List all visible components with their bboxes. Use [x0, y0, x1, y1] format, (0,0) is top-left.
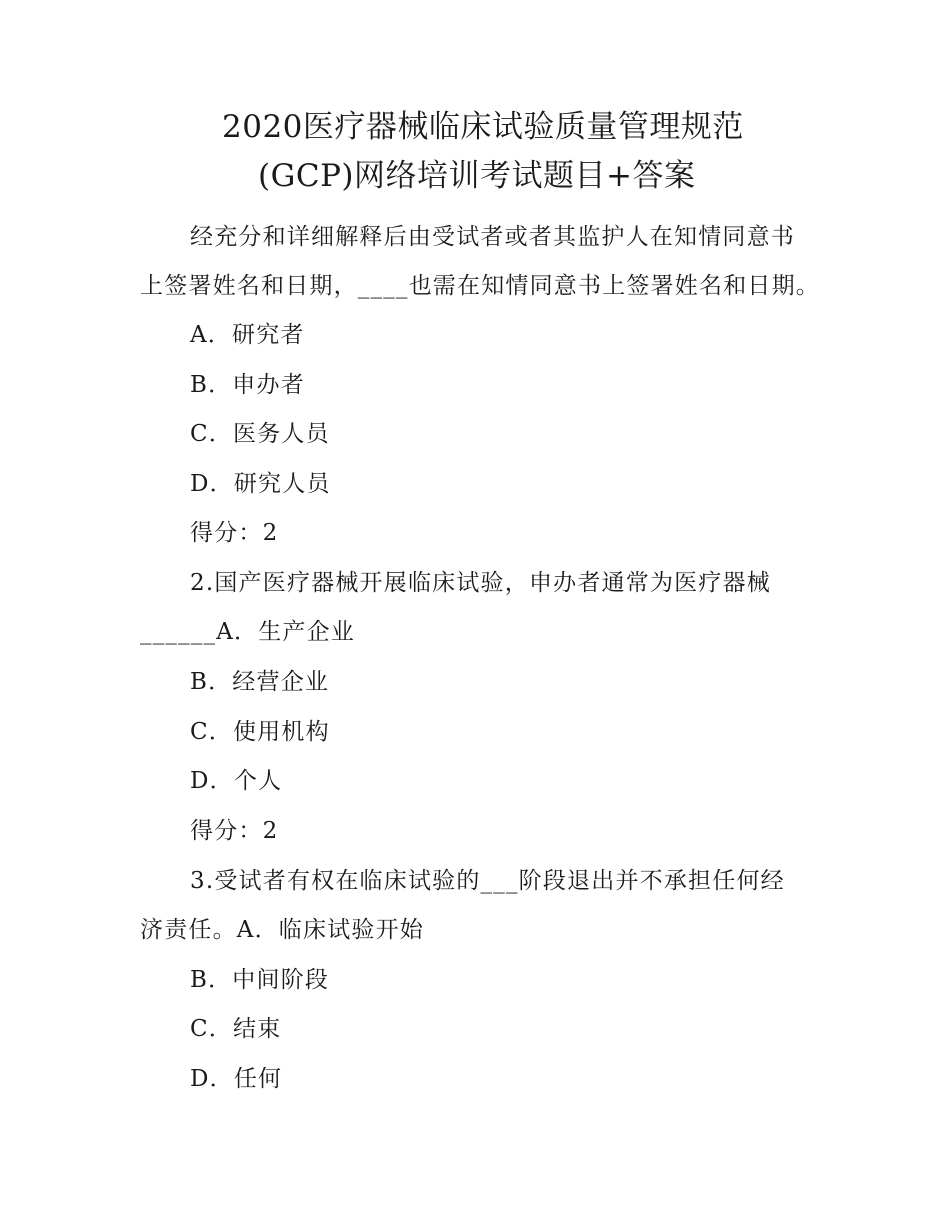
- question-3-stem-line-1: 3.受试者有权在临床试验的___阶段退出并不承担任何经: [190, 868, 785, 894]
- question-3-stem-line-2: 济责任。A．临床试验开始: [140, 917, 425, 943]
- question-1-option-a: A．研究者: [190, 322, 305, 348]
- question-2-stem-line-2: ______A．生产企业: [140, 619, 356, 645]
- document-title-line-1: 2020医疗器械临床试验质量管理规范: [222, 109, 744, 145]
- question-1-option-d: D．研究人员: [190, 471, 331, 497]
- question-3-option-c: C．结束: [190, 1016, 282, 1042]
- document-title-line-2: (GCP)网络培训考试题目+答案: [258, 158, 696, 194]
- question-3-option-d: D．任何: [190, 1066, 283, 1092]
- question-1-option-b: B．申办者: [190, 372, 305, 398]
- question-2-option-d: D．个人: [190, 768, 283, 794]
- question-2-score: 得分：2: [190, 818, 279, 844]
- question-1-score: 得分：2: [190, 520, 279, 546]
- question-1-stem-line-2: 上签署姓名和日期，____也需在知情同意书上签署姓名和日期。: [140, 273, 820, 299]
- question-2-option-b: B．经营企业: [190, 669, 330, 695]
- question-2-stem-line-1: 2.国产医疗器械开展临床试验，申办者通常为医疗器械: [190, 570, 771, 596]
- question-3-option-b: B．中间阶段: [190, 967, 330, 993]
- question-1-stem-line-1: 经充分和详细解释后由受试者或者其监护人在知情同意书: [190, 224, 795, 250]
- question-1-option-c: C．医务人员: [190, 421, 330, 447]
- question-2-option-c: C．使用机构: [190, 719, 330, 745]
